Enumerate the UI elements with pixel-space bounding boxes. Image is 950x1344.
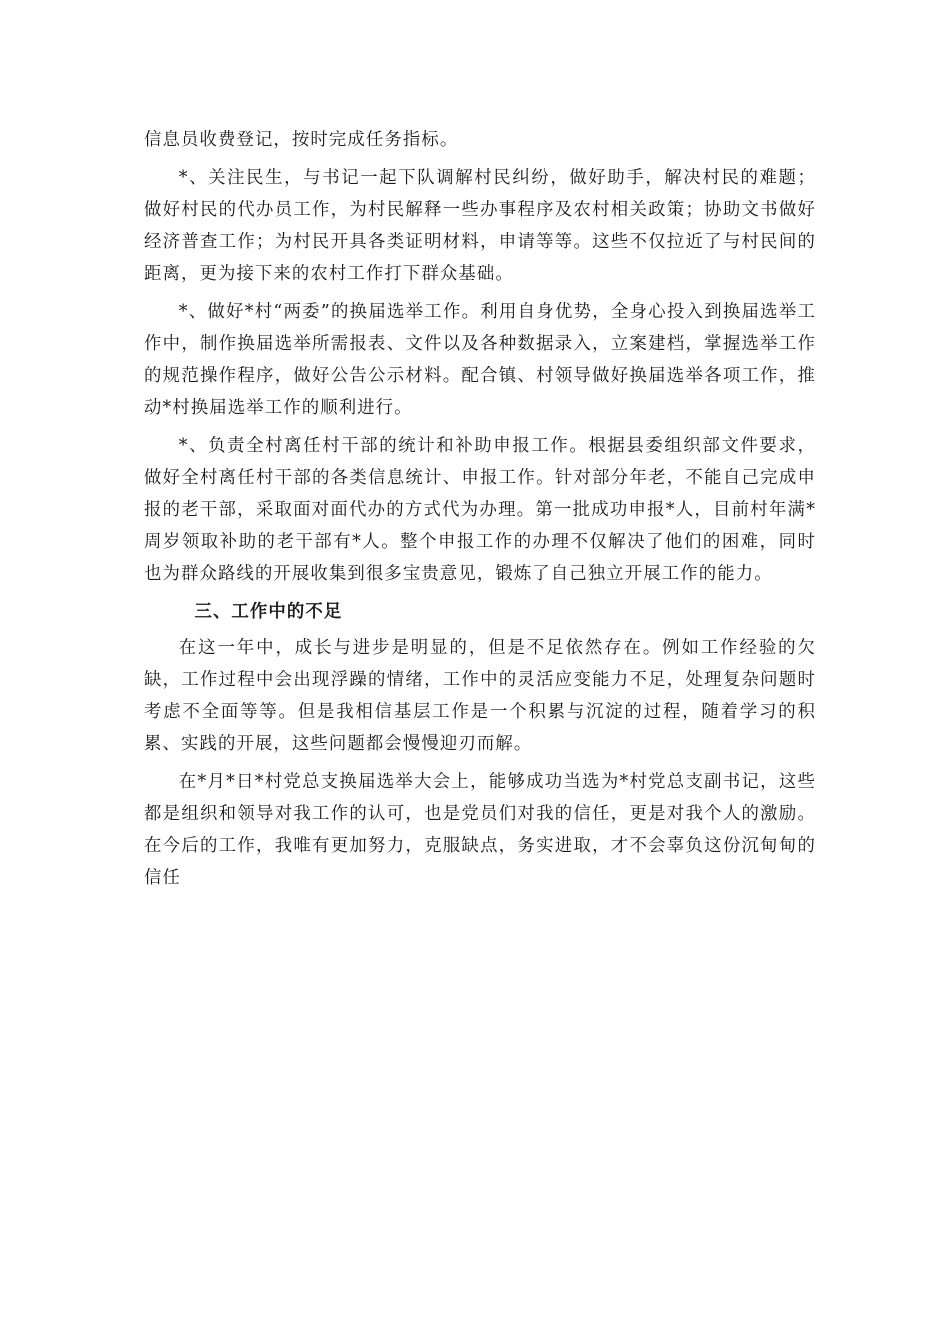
document-body <box>144 124 816 900</box>
paragraph-6: 在*月*日*村党总支换届选举大会上，能够成功当选为*村党总支副书记，这些都是组织和领导对我工作的认可，也是党员们对我的信任，更是对我个人的激励。在今后的工作，我唯有更加努力，克服缺点，务实进取，才不会辜负这份沉甸甸的信任 <box>144 772 816 888</box>
paragraph-5: 在这一年中，成长与进步是明显的，但是不足依然存在。例如工作经验的欠缺，工作过程中会出现浮躁的情绪，工作中的灵活应变能力不足，处理复杂问题时考虑不全面等等。但是我相信基层工作是一个积累与沉淀的过程，随着学习的积累、实践的开展，这些问题都会慢慢迎刃而解。 <box>144 638 816 754</box>
section-heading: 三、工作中的不足 <box>194 602 343 622</box>
paragraph-4: *、负责全村离任村干部的统计和补助申报工作。根据县委组织部文件要求，做好全村离任村干部的各类信息统计、申报工作。针对部分年老，不能自己完成申报的老干部，采取面对面代办的方式代为办理。第一批成功申报*人，目前村年满*周岁领取补助的老干部有*人。整个申报工作的办理不仅解决了他们的困难，同时也为群众路线的开展收集到很多宝贵意见，锻炼了自己独立开展工作的能力。 <box>144 436 816 584</box>
paragraph-2: *、关注民生，与书记一起下队调解村民纠纷，做好助手，解决村民的难题；做好村民的代办员工作，为村民解释一些办事程序及农村相关政策；协助文书做好经济普查工作；为村民开具各类证明材料，申请等等。这些不仅拉近了与村民间的距离，更为接下来的农村工作打下群众基础。 <box>144 168 816 284</box>
paragraph-3: *、做好*村“两委”的换届选举工作。利用自身优势，全身心投入到换届选举工作中，制作换届选举所需报表、文件以及各种数据录入，立案建档，掌握选举工作的规范操作程序，做好公告公示材料。配合镇、村领导做好换届选举各项工作，推动*村换届选举工作的顺利进行。 <box>144 302 816 418</box>
paragraph-1: 信息员收费登记，按时完成任务指标。 <box>144 130 459 150</box>
